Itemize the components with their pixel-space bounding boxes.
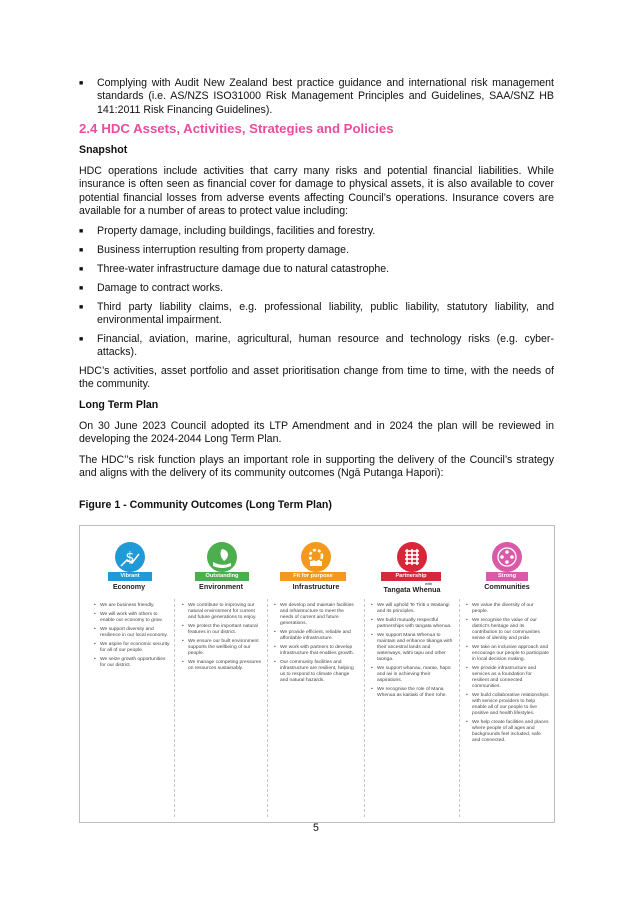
- bullet-mark: ■: [79, 247, 84, 254]
- people-circle-icon: [492, 542, 522, 572]
- list-item: • We provide efficient, reliable and affordable infrastructure.: [274, 630, 358, 642]
- list-item: • We will uphold Te Tiriti o Waitangi and its principles.: [371, 603, 453, 615]
- list-item: • We support diversity and resilience in our local economy.: [94, 627, 170, 639]
- outcome-economy: [86, 526, 172, 824]
- column-divider: [459, 599, 460, 817]
- bullet-mark: ■: [79, 304, 84, 311]
- outcome-title: Tangata Whenua: [383, 585, 441, 594]
- top-bullet: [79, 77, 554, 117]
- bullet-text: Complying with Audit New Zealand best practice guidance and international risk management standards (i.e. AS/NZS ISO31000 Risk Management Principles and Guidelines, SAA/SNZ HB 141:2011 Risk Financing Guidelines).: [97, 77, 554, 116]
- list-item: • We aspire for economic security for all of our people.: [94, 642, 170, 654]
- column-divider: [174, 599, 175, 817]
- bullet-text: Damage to contract works.: [97, 282, 223, 294]
- list-item: • We value the diversity of our people.: [466, 603, 550, 615]
- list-item: [79, 225, 554, 238]
- list-item: • We support Mana Whenua to maintain and enhance tikanga with their ancestral lands and waterways, wāhi tapu and other taonga.: [371, 633, 453, 663]
- snapshot-heading: Snapshot: [79, 144, 128, 156]
- community-outcomes-figure: [79, 525, 555, 823]
- snapshot-closing: HDC’s activities, asset portfolio and asset prioritisation change from time to time, with the needs of the community.: [79, 365, 554, 391]
- svg-text:$: $: [125, 550, 135, 566]
- list-item: • We build collaborative relationships with service providers to help enable all of our people to live positive and health lifestyles.: [466, 693, 550, 717]
- list-item: • We recognise the role of Mana Whenua as kaitiaki of their rohe.: [371, 687, 453, 699]
- list-item: • We build mutually respectful partnerships with tangata whenua.: [371, 618, 453, 630]
- ribbon-label: Vibrant: [108, 572, 152, 581]
- section-number: 2.4: [79, 121, 98, 136]
- outcome-environment: [177, 526, 265, 824]
- ltp-heading: Long Term Plan: [79, 399, 159, 411]
- gear-building-icon: [301, 542, 331, 572]
- outcome-communities: [462, 526, 552, 824]
- list-item: • We support whanau, marae, hapū and iwi in achieving their aspirations.: [371, 666, 453, 684]
- outcome-infrastructure: [270, 526, 362, 824]
- list-item: [79, 282, 554, 295]
- list-item: • We are business friendly.: [94, 603, 170, 609]
- outcome-tangata-whenua: [367, 526, 457, 824]
- list-item: • We ensure our built environment supports the wellbeing of our people.: [182, 639, 262, 657]
- bullet-text: Financial, aviation, marine, agricultural, human resource and technology risks (e.g. cyber-attacks).: [97, 333, 554, 359]
- ribbon-label: Fit for purpose: [280, 572, 346, 581]
- list-item: [79, 301, 554, 328]
- list-item: • We manage competing pressures on resources sustainably.: [182, 660, 262, 672]
- bullet-text: Property damage, including buildings, facilities and forestry.: [97, 225, 376, 237]
- list-item: [79, 244, 554, 257]
- ribbon-label: Outstanding: [195, 572, 249, 581]
- hand-leaf-icon: [207, 542, 237, 572]
- list-item: • We provide infrastructure and services as a foundation for resilient and connected communities.: [466, 666, 550, 690]
- list-item: • We recognise the value of our district’s heritage and its contribution to our communities sense of identity and pride.: [466, 618, 550, 642]
- outcome-title: Infrastructure: [292, 582, 340, 591]
- ltp-paragraph-1: On 30 June 2023 Council adopted its LTP Amendment and in 2024 the plan will be reviewed in developing the 2024-2044 Long Term Plan.: [79, 420, 554, 446]
- ltp-paragraph-2: The HDC’’s risk function plays an important role in supporting the delivery of the Council’s strategy and aligns with the delivery of its community outcomes (Ngā Putanga Hapori):: [79, 454, 554, 480]
- column-divider: [267, 599, 268, 817]
- bullet-text: Business interruption resulting from property damage.: [97, 244, 350, 256]
- bullet-mark: ■: [79, 266, 84, 273]
- outcome-title: Economy: [112, 582, 146, 591]
- list-item: • We seize growth opportunities for our district.: [94, 657, 170, 669]
- list-item: • We will work with others to enable our economy to grow.: [94, 612, 170, 624]
- outcome-title: Environment: [199, 582, 243, 591]
- snapshot-paragraph: HDC operations include activities that carry many risks and potential financial liabilities. While insurance is often seen as financial cover for damage to physical assets, it is also available to cover potential financial losses from adverse events affecting Council’s operations. Insurance covers are available for a number of areas to protect value including:: [79, 165, 554, 218]
- bullet-text: Third party liability claims, e.g. professional liability, public liability, statutory liability, and environmental impairment.: [97, 301, 554, 327]
- money-growth-icon: [115, 542, 145, 572]
- column-divider: [364, 599, 365, 817]
- page-number: 5: [313, 822, 319, 834]
- figure-caption: Figure 1 - Community Outcomes (Long Term Plan): [79, 499, 332, 511]
- bullet-mark: ■: [79, 285, 84, 292]
- list-item: • Our community facilities and infrastructure are resilient, helping us to respond to climate change and natural hazards.: [274, 660, 358, 684]
- list-item: • We contribute to improving our natural environment for current and future generations to enjoy.: [182, 603, 262, 621]
- bullet-mark: ■: [79, 228, 84, 235]
- list-item: • We protect the important natural features in our district.: [182, 624, 262, 636]
- section-title: HDC Assets, Activities, Strategies and Policies: [101, 121, 394, 136]
- outcome-title: Communities: [484, 582, 530, 591]
- list-item: [79, 263, 554, 276]
- ribbon-label: Partnership: [381, 572, 441, 581]
- ribbon-sup: with: [425, 581, 433, 586]
- woven-pattern-icon: [397, 542, 427, 572]
- bullet-mark: ■: [79, 336, 84, 343]
- section-heading: [79, 121, 394, 136]
- ribbon-label: Strong: [486, 572, 528, 581]
- list-item: • We take an inclusive approach and encourage our people to participate in local decision making.: [466, 645, 550, 663]
- list-item: • We help create facilities and places where people of all ages and backgrounds feel included, safe and connected.: [466, 720, 550, 744]
- list-item: [79, 333, 554, 360]
- bullet-text: Three-water infrastructure damage due to natural catastrophe.: [97, 263, 390, 275]
- list-item: • We develop and maintain facilities and infrastructure to meet the needs of current and future generations.: [274, 603, 358, 627]
- list-item: • We work with partners to develop infrastructure that enables growth.: [274, 645, 358, 657]
- bullet-mark: ■: [79, 80, 84, 87]
